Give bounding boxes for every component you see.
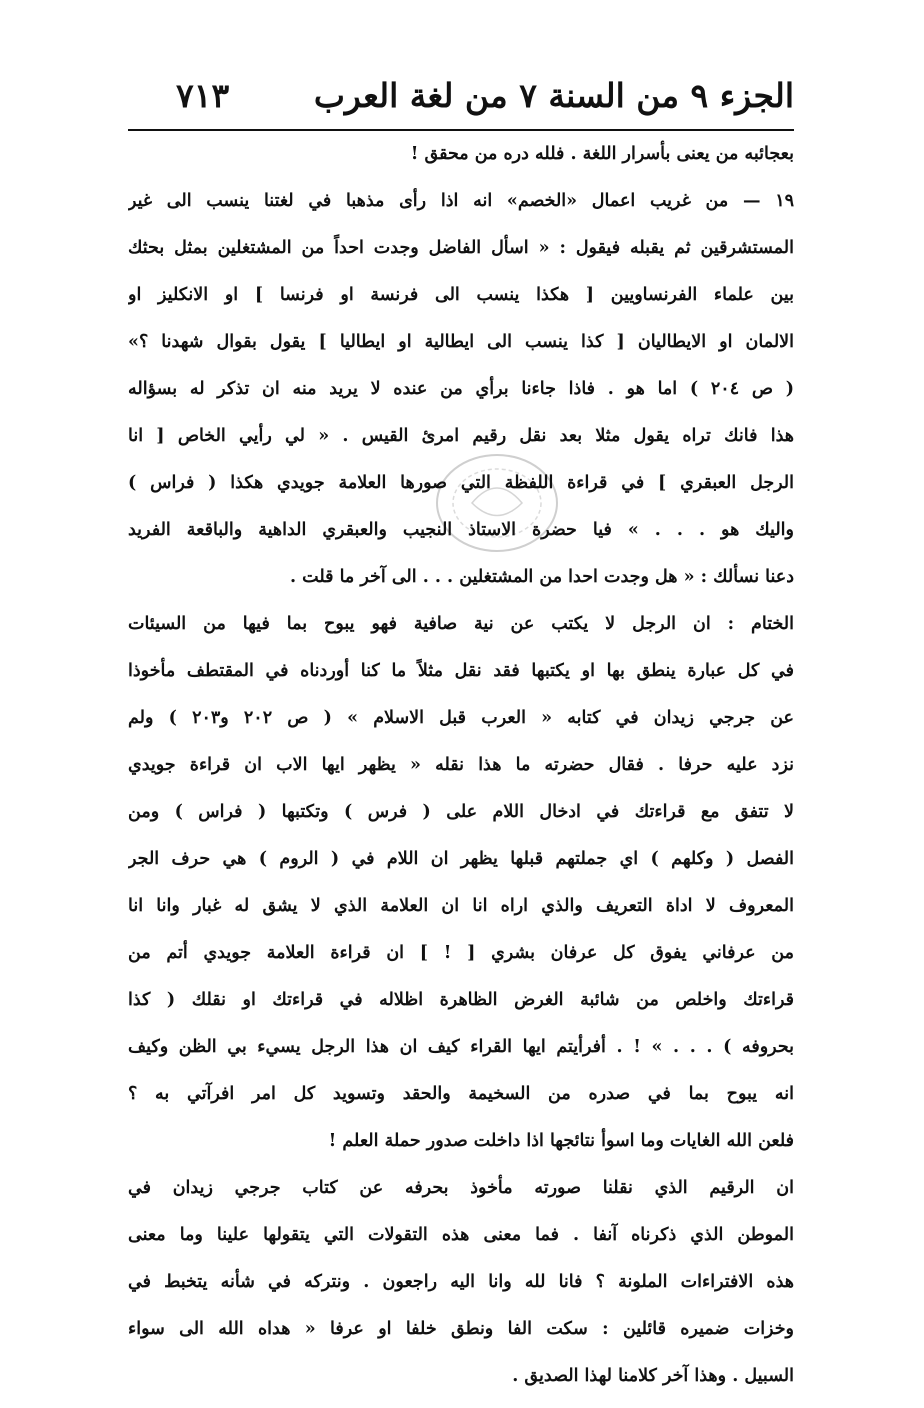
text-line: بين علماء الفرنساويين [ هكذا ينسب الى فرنسة او فرنسا ] او الانكليز او: [128, 285, 794, 305]
text-line: فلعن الله الغايات وما اسوأ نتائجها اذا داخلت صدور حملة العلم !: [328, 1131, 794, 1151]
text-line: لا تتفق مع قراءتك في ادخال اللام على ( فرس ) وتكتبها ( فراس ) ومن: [128, 802, 794, 822]
text-line: ١٩ — من غريب اعمال «الخصم» انه اذا رأى مذهبا في لغتنا ينسب الى غير: [128, 191, 794, 211]
text-line: قراءتك واخلص من شائبة الغرض الظاهرة اظلاله في قراءتك او نقلك ( كذا: [128, 990, 794, 1010]
text-line: المعروف لا اداة التعريف والذي اراه انا ان العلامة الذي لا يشق له غبار وانا انا: [128, 896, 794, 916]
page-number: ٧١٣: [176, 76, 230, 115]
article-body: [128, 131, 794, 1400]
text-line: الختام : ان الرجل لا يكتب عن نية صافية فهو يبوح بما فيها من السيئات: [128, 614, 794, 634]
text-line: بحروفه ) . . . » ! . أفرأيتم ايها القراء كيف ان هذا الرجل يسيء بي الظن وكيف: [128, 1037, 794, 1057]
text-line: بعجائبه من يعنى بأسرار اللغة . فلله دره من محقق !: [410, 144, 794, 164]
header-title: الجزء ٩ من السنة ٧ من لغة العرب: [313, 76, 794, 115]
text-line: الفصل ( وكلهم ) اي جملتهم قبلها يظهر ان اللام في ( الروم ) هي حرف الجر: [128, 849, 794, 869]
text-line: الموطن الذي ذكرناه آنفا . فما معنى هذه التقولات التي يتقولها علينا وما معنى: [128, 1225, 794, 1245]
text-line: عن جرجي زيدان في كتابه « العرب قبل الاسلام » ( ص ٢٠٢ و٢٠٣ ) ولم: [128, 708, 794, 728]
text-line: ( ص ٢٠٤ ) اما هو . فاذا جاءنا برأي من عنده لا يريد منه ان تذكر له بسؤاله: [128, 379, 794, 399]
text-line: الالمان او الايطاليان [ كذا ينسب الى ايطالية او ايطاليا ] يقول بقوال شهدنا ؟»: [128, 332, 794, 352]
text-line: وخزات ضميره قائلين : سكت الفا ونطق خلفا او عرفا « هداه الله الى سواء: [128, 1319, 794, 1339]
text-line: دعنا نسألك : « هل وجدت احدا من المشتغلين . . . الى آخر ما قلت .: [289, 567, 794, 587]
text-line: هذا فانك تراه يقول مثلا بعد نقل رقيم امرئ القيس . « لي رأيي الخاص [ انا: [128, 426, 794, 446]
text-line: في كل عبارة ينطق بها او يكتبها فقد نقل مثلاً ما كنا أوردناه في المقتطف مأخوذا: [128, 661, 794, 681]
text-line: هذه الافتراءات الملونة ؟ فانا لله وانا اليه راجعون . ونتركه في شأنه يتخبط في: [128, 1272, 794, 1292]
text-line: المستشرقين ثم يقبله فيقول : « اسأل الفاضل وجدت احداً من المشتغلين بمثل بحثك: [128, 238, 794, 258]
text-line: انه يبوح بما في صدره من السخيمة والحقد وتسويد كل امر افرآتي به ؟: [128, 1084, 794, 1104]
text-line: واليك هو . . . » فيا حضرة الاستاذ النجيب والعبقري الداهية والباقعة الفريد: [128, 520, 794, 540]
text-line: من عرفاني يفوق كل عرفان بشري [ ! ] ان قراءة العلامة جويدي أتم من: [128, 943, 794, 963]
text-line: الرجل العبقري ] في قراءة اللفظة التي صورها العلامة جويدي هكذا ( فراس ): [128, 473, 794, 493]
text-line: نزد عليه حرفا . فقال حضرته ما هذا نقله « يظهر ايها الاب ان قراءة جويدي: [128, 755, 794, 775]
running-header: [128, 66, 794, 128]
text-line: ان الرقيم الذي نقلنا صورته مأخوذ بحرفه عن كتاب جرجي زيدان في: [128, 1178, 794, 1198]
text-line: السبيل . وهذا آخر كلامنا لهذا الصديق .: [512, 1366, 794, 1386]
